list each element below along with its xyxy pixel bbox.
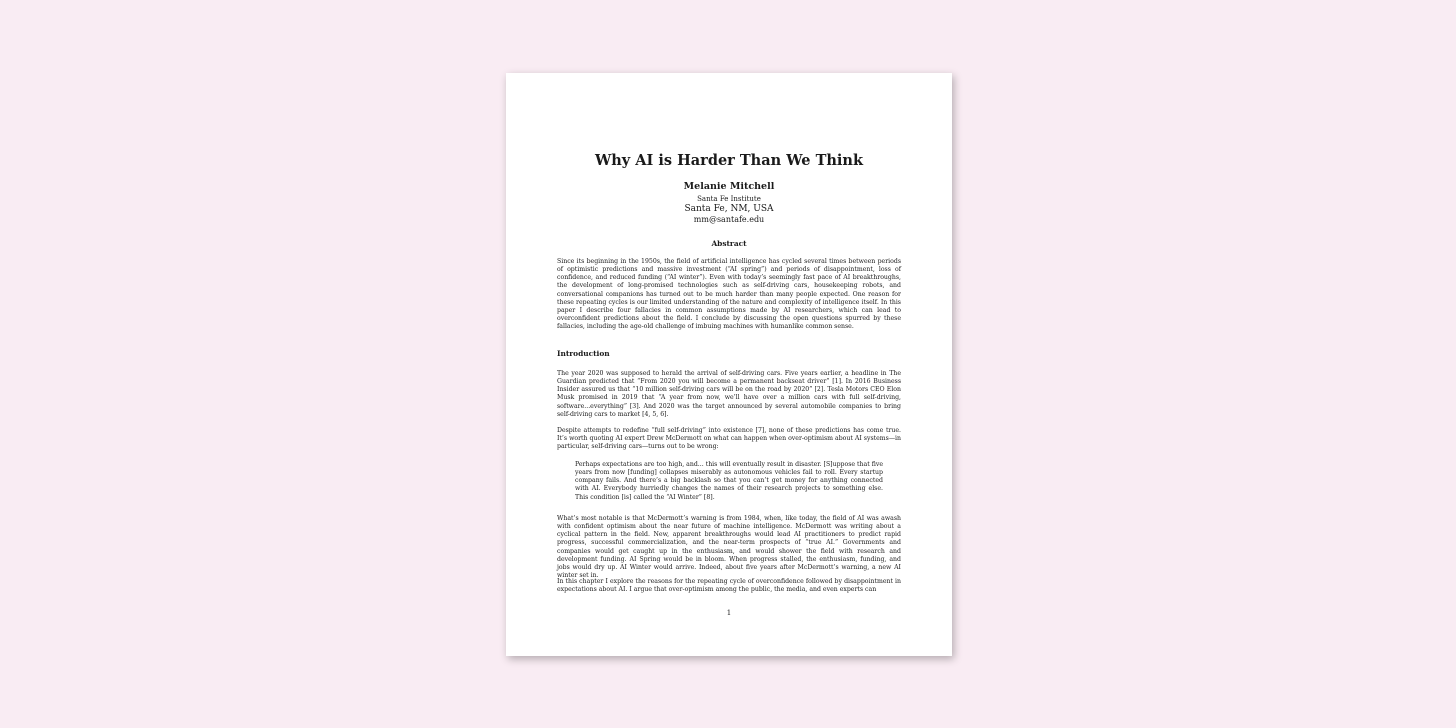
- abstract-heading: Abstract: [711, 239, 747, 248]
- author-affiliation: Santa Fe Institute: [697, 195, 761, 203]
- paper-page: [506, 73, 952, 656]
- abstract-text: Since its beginning in the 1950s, the field of artificial intelligence has cycled several times between periods of optimistic predictions and massive investment (“AI spring”) and periods of disappointment, loss of confidence, and reduced funding (“AI winter”). Even with today’s seemingly fast pace of AI breakthroughs, the development of long-promised technologies such as self-driving cars, housekeeping robots, and conversational companions has turned out to be much harder than many people expected. One reason for these repeating cycles is our limited understanding of the nature and complexity of intelligence itself. In this paper I describe four fallacies in common assumptions made by AI researchers, which can lead to overconfident predictions about the field. I conclude by discussing the open questions spurred by these fallacies, including the age-old challenge of imbuing machines with humanlike common sense.: [557, 258, 901, 331]
- intro-paragraph-2: Despite attempts to redefine “full self-driving” into existence [7], none of these predictions has come true. It’s worth quoting AI expert Drew McDermott on what can happen when over-optimism about AI systems—in particular, self-driving cars—turns out to be wrong:: [557, 427, 901, 451]
- page-number: 1: [726, 609, 732, 617]
- intro-paragraph-3: What’s most notable is that McDermott’s warning is from 1984, when, like today, the field of AI was awash with confident optimism about the near future of machine intelligence. McDermott was writing about a cyclical pattern in the field. New, apparent breakthroughs would lead AI practitioners to predict rapid progress, successful commercialization, and the near-term prospects of “true AI.” Governments and companies would get caught up in the enthusiasm, and would shower the field with research and development funding. AI Spring would be in bloom. When progress stalled, the enthusiasm, funding, and jobs would dry up. AI Winter would arrive. Indeed, about five years after McDermott’s warning, a new AI winter set in.: [557, 515, 901, 580]
- author-block: [506, 181, 952, 225]
- intro-paragraph-4: In this chapter I explore the reasons for the repeating cycle of overconfidence followed by disappointment in expectations about AI. I argue that over-optimism among the public, the media, and even experts can: [557, 578, 901, 594]
- paper-title: Why AI is Harder Than We Think: [594, 152, 863, 169]
- section-heading-introduction: Introduction: [557, 349, 610, 358]
- intro-paragraph-1: The year 2020 was supposed to herald the arrival of self-driving cars. Five years earlier, a headline in The Guardian predicted that “From 2020 you will become a permanent backseat driver” [1]. In 2016 Business Insider assured us that “10 million self-driving cars will be on the road by 2020” [2]. Tesla Motors CEO Elon Musk promised in 2019 that “A year from now, we’ll have over a million cars with full self-driving, software...everything” [3]. And 2020 was the target announced by several automobile companies to bring self-driving cars to market [4, 5, 6].: [557, 370, 901, 418]
- block-quote: Perhaps expectations are too high, and... this will eventually result in disaster. [S]uppose that five years from now [funding] collapses miserably as autonomous vehicles fail to roll. Every startup company fails. And there’s a big backlash so that you can’t get money for anything connected with AI. Everybody hurriedly changes the names of their research projects to something else. This condition [is] called the “AI Winter” [8].: [575, 461, 883, 501]
- author-name: Melanie Mitchell: [683, 181, 775, 192]
- author-email: mm@santafe.edu: [693, 215, 765, 224]
- author-address: Santa Fe, NM, USA: [684, 204, 774, 214]
